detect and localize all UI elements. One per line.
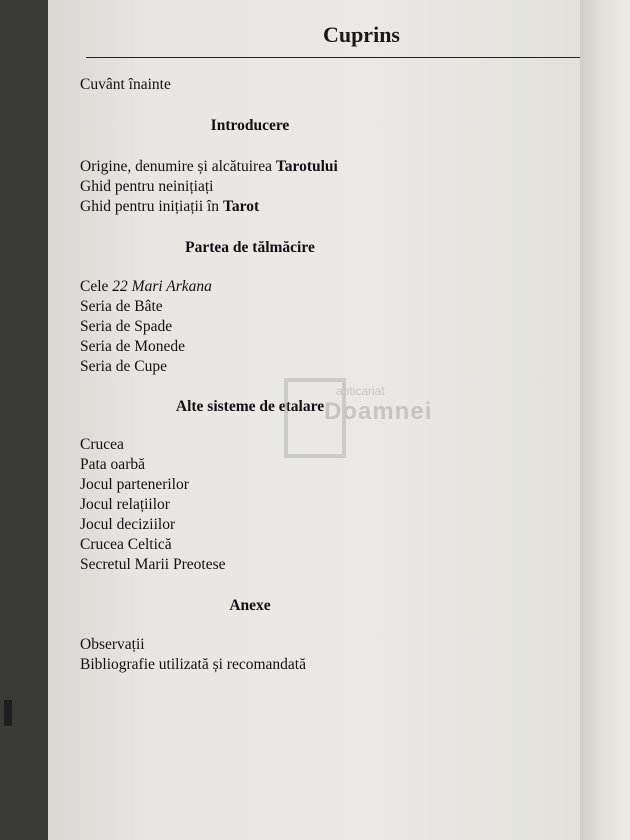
toc-item: Origine, denumire și alcătuirea Tarotului [80,158,338,175]
section-heading-introducere: Introducere [210,117,290,134]
header-divider [86,57,580,58]
toc-foreword: Cuvânt înainte [80,76,171,93]
page-title: Cuprins [322,22,400,47]
section-heading-anexe: Anexe [229,597,271,614]
toc-item: Seria de Bâte [80,298,163,315]
toc-item: Seria de Monede [80,338,186,355]
spine-mark [4,700,12,726]
toc-item: Crucea [80,436,124,453]
toc-item: Ghid pentru inițiații în Tarot [80,198,260,215]
section-heading-talmacire: Partea de tălmăcire [185,239,315,256]
toc-item: Seria de Cupe [80,358,167,375]
section-heading-etalare: Alte sisteme de etalare [175,398,325,415]
toc-item: Observații [80,636,145,653]
watermark-big-text: Doamnei [324,398,433,425]
watermark-logo [284,378,444,458]
toc-item: Bibliografie utilizată și recomandată [80,656,306,673]
toc-item: Crucea Celtică [80,536,172,553]
toc-item: Jocul partenerilor [80,476,189,493]
facing-page-edge [580,0,630,840]
toc-item: Secretul Marii Preotese [80,556,226,573]
toc-item: Ghid pentru neinițiați [80,178,214,195]
toc-item: Seria de Spade [80,318,173,335]
toc-item: Pata oarbă [80,456,145,473]
watermark-small-text: anticariat [336,384,385,398]
toc-item: Jocul deciziilor [80,516,176,533]
toc-item: Cele 22 Mari Arkana [80,278,212,295]
toc-item: Jocul relațiilor [80,496,170,513]
book-page [48,0,580,840]
